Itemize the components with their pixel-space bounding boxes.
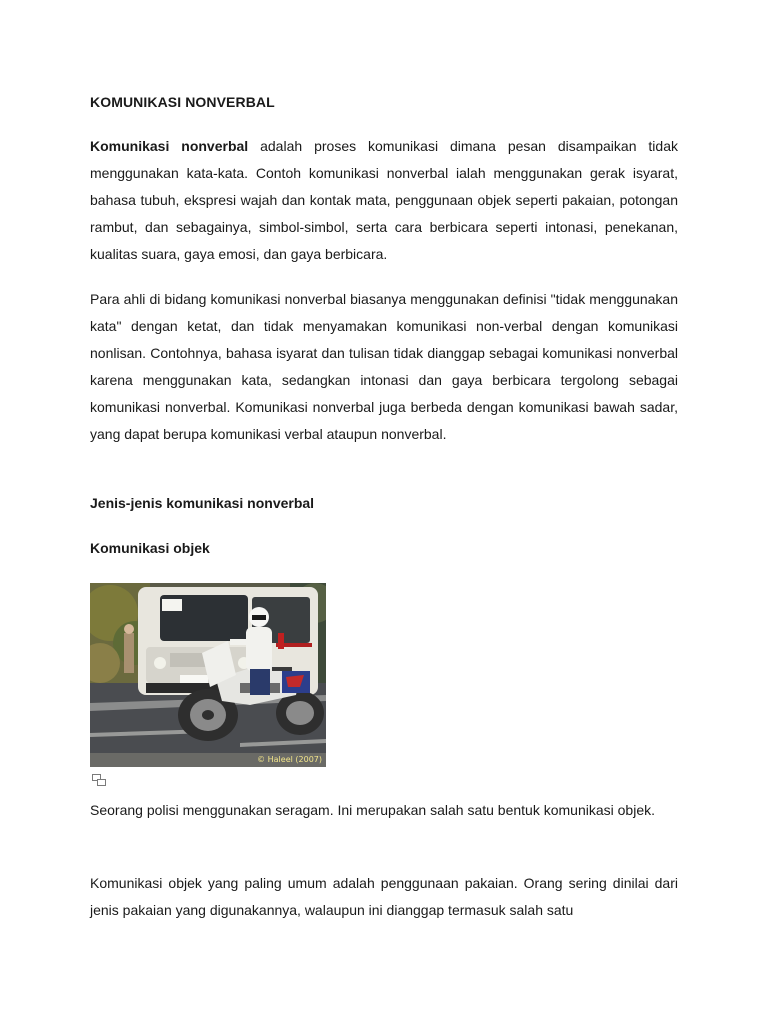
- police-motorcycle-photo: [90, 583, 326, 767]
- bold-term: Komunikasi nonverbal: [90, 138, 249, 154]
- photo-illustration: [90, 583, 326, 767]
- subsection-heading: Komunikasi objek: [90, 540, 210, 556]
- paragraph-clothing: Komunikasi objek yang paling umum adalah penggunaan pakaian. Orang sering dinilai dari jenis pakaian yang digunakannya, walaupun ini dianggap termasuk salah satu: [90, 875, 678, 918]
- paragraph-experts: Para ahli di bidang komunikasi nonverbal biasanya menggunakan definisi "tidak menggunakan kata" dengan ketat, dan tidak menyamakan komunikasi non-verbal dengan komunikasi nonlisan. Contohnya, bahasa isyarat dan tulisan tidak dianggap sebagai komunikasi nonverbal karena menggunakan kata, sedangkan intonasi dan gaya berbicara tergolong sebagai komunikasi nonverbal. Komunikasi nonverbal juga berbeda dengan komunikasi bawah sadar, yang dapat berupa komunikasi verbal ataupun nonverbal.: [90, 291, 678, 442]
- page-title: KOMUNIKASI NONVERBAL: [90, 94, 275, 110]
- expand-image-icon[interactable]: [92, 773, 106, 785]
- paragraph-text: adalah proses komunikasi dimana pesan disampaikan tidak menggunakan kata-kata. Contoh komunikasi nonverbal ialah menggunakan gerak isyarat, bahasa tubuh, ekspresi wajah dan kontak mata, penggunaan objek seperti pakaian, potongan rambut, dan sebagainya, simbol-simbol, serta cara berbicara seperti intonasi, penekanan, kualitas suara, gaya emosi, dan gaya berbicara.: [90, 138, 678, 262]
- image-caption: Seorang polisi menggunakan seragam. Ini merupakan salah satu bentuk komunikasi objek.: [90, 802, 656, 818]
- paragraph-definition: [90, 133, 678, 268]
- photo-watermark: © Haleel (2007): [257, 755, 322, 764]
- section-heading: Jenis-jenis komunikasi nonverbal: [90, 495, 315, 511]
